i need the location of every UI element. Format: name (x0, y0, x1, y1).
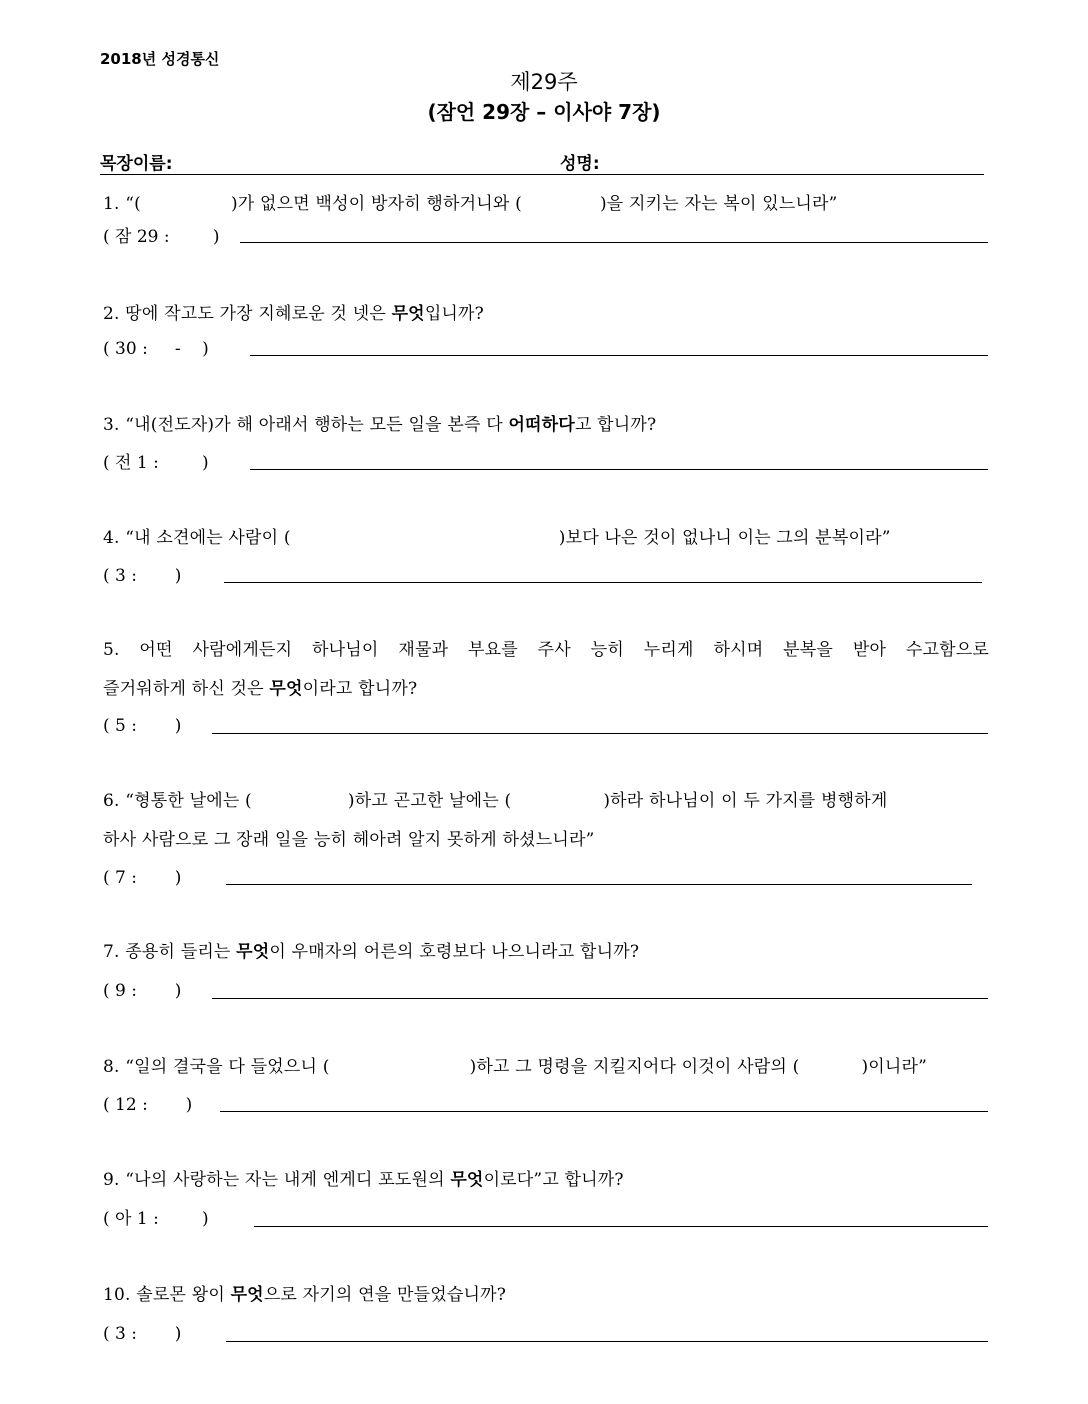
answer-line-2[interactable] (250, 355, 988, 356)
question-5-line-2: 즐거워하게 하신 것은 무엇이라고 합니까? (103, 679, 418, 699)
question-1-ref: ( 잠 29 : ) (103, 227, 220, 247)
question-2-ref: ( 30 : - ) (103, 339, 209, 359)
question-10-ref: ( 3 : ) (103, 1324, 182, 1344)
question-10: 10. 솔로몬 왕이 무엇으로 자기의 연을 만들었습니까? (103, 1285, 507, 1305)
answer-line-8[interactable] (220, 1111, 988, 1112)
question-1: 1. “( )가 없으면 백성이 방자히 행하거니와 ( )을 지키는 자는 복이 있느니라” (103, 194, 838, 214)
question-3: 3. “내(전도자)가 해 아래서 행하는 모든 일을 본즉 다 어떠하다고 합니까? (103, 415, 657, 435)
question-3-ref: ( 전 1 : ) (103, 453, 209, 473)
answer-line-7[interactable] (212, 998, 988, 999)
header-year-label: 2018년 성경통신 (100, 50, 220, 68)
name-label: 성명: (560, 154, 600, 174)
question-6-ref: ( 7 : ) (103, 868, 182, 888)
answer-line-9[interactable] (254, 1226, 988, 1227)
answer-line-5[interactable] (212, 733, 988, 734)
answer-line-10[interactable] (226, 1341, 988, 1342)
question-6-line-2: 하사 사람으로 그 장래 일을 능히 헤아려 알지 못하게 하셨느니라” (103, 830, 595, 850)
question-6-line-1: 6. “형통한 날에는 ( )하고 곤고한 날에는 ( )하라 하나님이 이 두 가지를 병행하게 (103, 791, 888, 811)
question-4-ref: ( 3 : ) (103, 566, 182, 586)
info-row (100, 150, 984, 175)
answer-line-3[interactable] (250, 469, 988, 470)
question-5-ref: ( 5 : ) (103, 716, 182, 736)
question-5-line-1: 5. 어떤 사람에게든지 하나님이 재물과 부요를 주사 능히 누리게 하시며 분복을 받아 수고함으로 (103, 640, 989, 660)
page-title-range: (잠언 29장 – 이사야 7장) (427, 100, 661, 124)
page-title-week: 제29주 (510, 70, 578, 94)
question-8-ref: ( 12 : ) (103, 1095, 193, 1115)
question-9-ref: ( 아 1 : ) (103, 1209, 209, 1229)
question-2: 2. 땅에 작고도 가장 지혜로운 것 넷은 무엇입니까? (103, 304, 484, 324)
question-7-ref: ( 9 : ) (103, 981, 182, 1001)
answer-line-6[interactable] (226, 884, 972, 885)
answer-line-1[interactable] (240, 242, 988, 243)
question-4: 4. “내 소견에는 사람이 ( )보다 나은 것이 없나니 이는 그의 분복이라” (103, 528, 891, 548)
answer-line-4[interactable] (224, 582, 982, 583)
pastor-group-label: 목장이름: (100, 154, 173, 174)
question-7: 7. 종용히 들리는 무엇이 우매자의 어른의 호령보다 나으니라고 합니까? (103, 942, 640, 962)
question-9: 9. “나의 사랑하는 자는 내게 엔게디 포도원의 무엇이로다”고 합니까? (103, 1170, 624, 1190)
question-8: 8. “일의 결국을 다 들었으니 ( )하고 그 명령을 지킬지어다 이것이 사람의 ( )이니라” (103, 1057, 928, 1077)
